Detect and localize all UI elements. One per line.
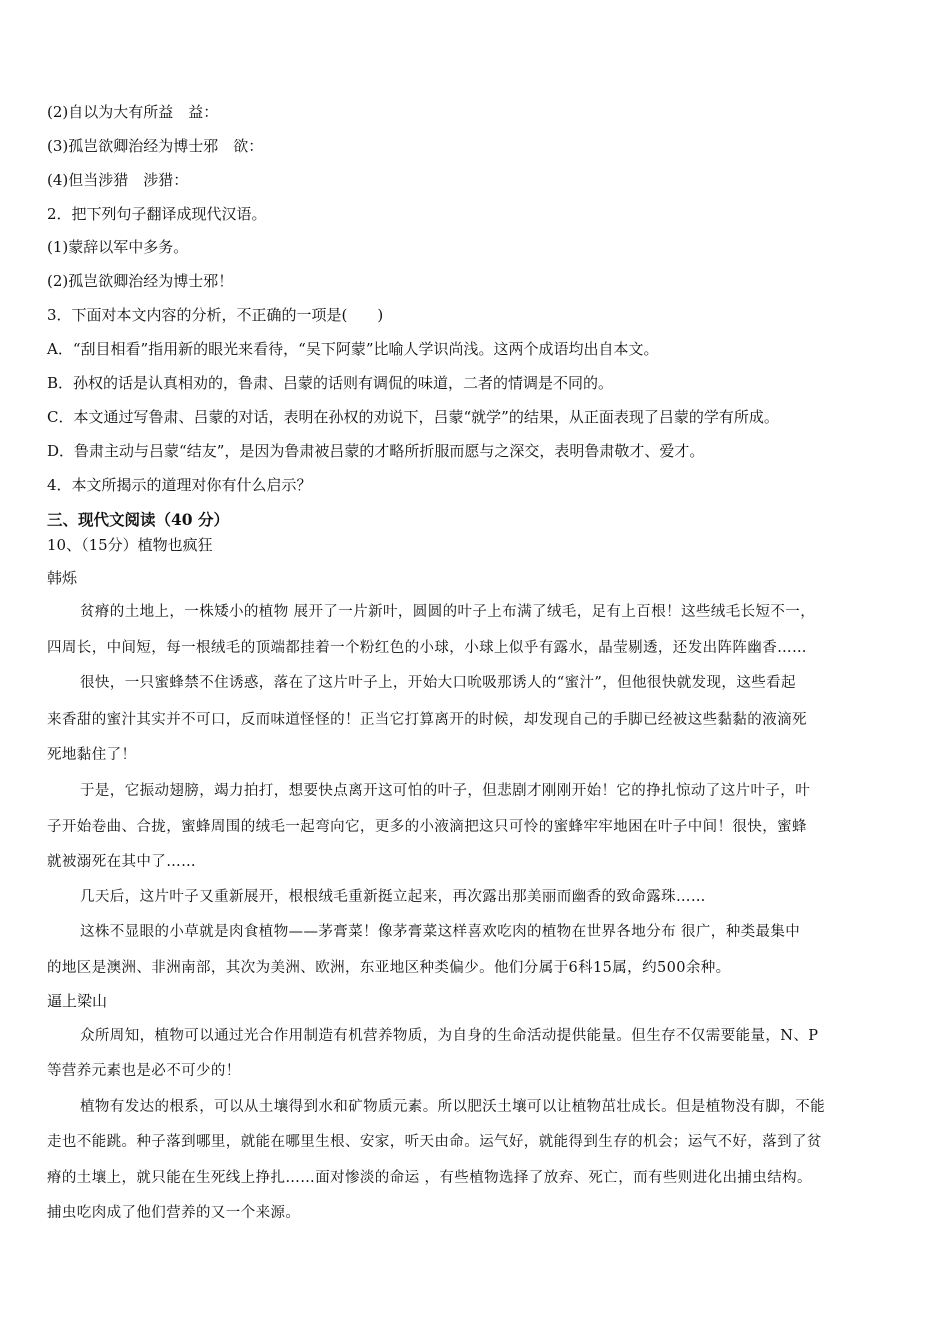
q3-option-b: B．孙权的话是认真相劝的，鲁肃、吕蒙的话则有调侃的味道，二者的情调是不同的。 — [47, 374, 614, 392]
paragraph-line: 死地黏住了！ — [47, 747, 137, 763]
paragraph-line: 瘠的土壤上，就只能在生死线上挣扎……面对惨淡的命运 ，有些植物选择了放弃、死亡，而有些则进化出捕虫结构。 — [47, 1170, 812, 1186]
q1-item-2: (2)自以为大有所益 益： — [47, 103, 219, 121]
paragraph-line: 很快，一只蜜蜂禁不住诱惑，落在了这片叶子上，开始大口吮吸那诱人的“蜜汁”，但他很快就发现，这些看起 — [80, 675, 796, 691]
paragraph-line: 贫瘠的土地上，一株矮小的植物 展开了一片新叶，圆圆的叶子上布满了绒毛，足有上百根！这些绒毛长短不一， — [80, 604, 816, 620]
subtitle-bishangliangshan: 逼上梁山 — [47, 992, 108, 1010]
section-heading: 三、现代文阅读（40 分） — [47, 510, 229, 529]
q3-option-a: A．“刮目相看”指用新的眼光来看待，“吴下阿蒙”比喻人学识尚浅。这两个成语均出自本文。 — [47, 340, 659, 358]
q2-item-1: (1)蒙辞以军中多务。 — [47, 238, 189, 256]
paragraph-line: 就被溺死在其中了…… — [47, 854, 196, 870]
paragraph-line: 走也不能跳。种子落到哪里，就能在哪里生根、安家，听天由命。运气好，就能得到生存的机会；运气不好，落到了贫 — [47, 1134, 822, 1150]
paragraph-line: 几天后，这片叶子又重新展开，根根绒毛重新挺立起来，再次露出那美丽而幽香的致命露珠…… — [80, 889, 706, 905]
paragraph-line: 四周长，中间短，每一根绒毛的顶端都挂着一个粉红色的小球，小球上似乎有露水，晶莹剔透，还发出阵阵幽香…… — [47, 640, 807, 656]
paragraph-line: 子开始卷曲、合拢，蜜蜂周围的绒毛一起弯向它，更多的小液滴把这只可怜的蜜蜂牢牢地困在叶子中间！很快，蜜蜂 — [47, 819, 807, 835]
q3-option-c: C．本文通过写鲁肃、吕蒙的对话，表明在孙权的劝说下，吕蒙“就学”的结果，从正面表现了吕蒙的学有所成。 — [47, 408, 779, 426]
paragraph-line: 植物有发达的根系，可以从土壤得到水和矿物质元素。所以肥沃土壤可以让植物茁壮成长。但是植物没有脚，不能 — [80, 1099, 825, 1115]
paragraph-line: 于是，它振动翅膀，竭力拍打，想要快点离开这可怕的叶子，但悲剧才刚刚开始！它的挣扎惊动了这片叶子，叶 — [80, 783, 811, 799]
paragraph-line: 等营养元素也是必不可少的！ — [47, 1063, 241, 1079]
q2-title: 2．把下列句子翻译成现代汉语。 — [47, 205, 267, 223]
question-10-title: 10、（15分）植物也疯狂 — [47, 536, 213, 554]
subtitle-hanshuo: 韩烁 — [47, 569, 78, 587]
q3-option-d: D．鲁肃主动与吕蒙“结友”，是因为鲁肃被吕蒙的才略所折服而愿与之深交，表明鲁肃敬才、爱才。 — [47, 442, 705, 460]
q4-title: 4．本文所揭示的道理对你有什么启示？ — [47, 476, 312, 494]
paragraph-line: 捕虫吃肉成了他们营养的又一个来源。 — [47, 1205, 301, 1221]
q2-item-2: (2)孤岂欲卿治经为博士邪！ — [47, 272, 234, 290]
q1-item-3: (3)孤岂欲卿治经为博士邪 欲： — [47, 137, 264, 155]
q3-title: 3．下面对本文内容的分析，不正确的一项是( ) — [47, 306, 384, 324]
q1-item-4: (4)但当涉猎 涉猎： — [47, 171, 189, 189]
paragraph-line: 众所周知，植物可以通过光合作用制造有机营养物质，为自身的生命活动提供能量。但生存不仅需要能量，N、P — [80, 1028, 819, 1044]
paragraph-line: 的地区是澳洲、非洲南部，其次为美洲、欧洲，东亚地区种类偏少。他们分属于6科15属，约500余种。 — [47, 960, 731, 976]
paragraph-line: 来香甜的蜜汁其实并不可口，反而味道怪怪的！正当它打算离开的时候，却发现自己的手脚已经被这些黏黏的液滴死 — [47, 712, 807, 728]
paragraph-line: 这株不显眼的小草就是肉食植物——茅膏菜！像茅膏菜这样喜欢吃肉的植物在世界各地分布 很广，种类最集中 — [80, 924, 801, 940]
